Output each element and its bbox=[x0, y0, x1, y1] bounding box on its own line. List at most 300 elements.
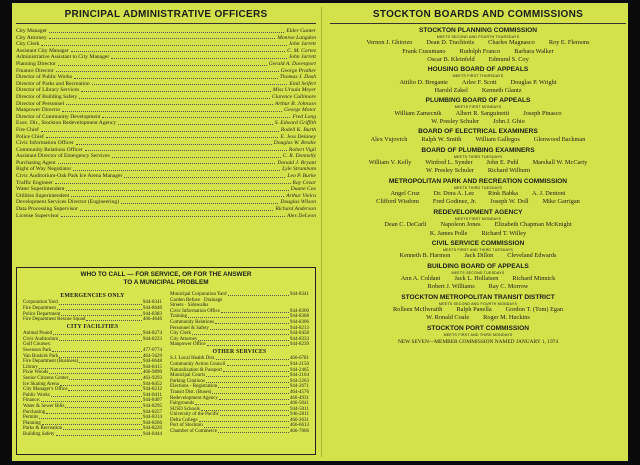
officer-title: Administrative Assistant to City Manager bbox=[16, 54, 110, 61]
member-row bbox=[330, 87, 626, 95]
board-title: PLUMBING BOARD OF APPEALS bbox=[425, 97, 531, 105]
entry-label: Manpower Office bbox=[170, 342, 206, 348]
entry-phone: 944-8220 bbox=[142, 426, 162, 432]
officer-title: Utilities Superintendent bbox=[16, 192, 70, 199]
entry-label: Parks & Recreation bbox=[23, 426, 63, 432]
entry-phone: 944-5011 bbox=[290, 406, 309, 412]
entry-label: Port of Stockton bbox=[170, 423, 203, 429]
board-title: BOARD OF ELECTRICAL EXAMINERS bbox=[418, 128, 538, 136]
entry-label: Civic Information Office bbox=[170, 308, 220, 314]
member-name: Dean C. DeCarli bbox=[384, 221, 427, 229]
entry-label: Community Relations bbox=[170, 319, 215, 325]
officer-name: George Prather bbox=[280, 67, 316, 74]
member-row bbox=[330, 283, 626, 291]
entry-label: Library bbox=[23, 364, 38, 370]
member-name: K. James Polle bbox=[429, 229, 468, 237]
entry-label: Building Safety bbox=[23, 431, 55, 437]
member-row bbox=[330, 275, 626, 283]
member-row bbox=[330, 221, 626, 229]
entry-label: Municipal Courts bbox=[170, 373, 206, 379]
officer-title: Data Processing Supervisor bbox=[16, 206, 78, 213]
member-name: Jack Dillon bbox=[464, 252, 494, 260]
dot-leader bbox=[71, 48, 285, 53]
officer-title: Development Services Director (Engineering) bbox=[16, 199, 119, 206]
dot-leader bbox=[42, 421, 142, 425]
dot-leader bbox=[215, 320, 289, 324]
dot-leader bbox=[61, 213, 285, 218]
dot-leader bbox=[46, 134, 279, 139]
member-row bbox=[330, 198, 626, 206]
officer-title: City Clerk bbox=[16, 41, 40, 48]
dot-leader bbox=[81, 87, 271, 92]
column-divider bbox=[321, 7, 322, 457]
entry-phone: 944-2263 bbox=[289, 378, 309, 384]
entry-phone: 466-9890 bbox=[142, 370, 162, 376]
member-name: A. J. Dentoni bbox=[531, 190, 566, 198]
dot-leader bbox=[124, 173, 285, 178]
officer-row bbox=[16, 127, 316, 134]
who-column-1 bbox=[23, 292, 162, 437]
officer-name: Gerald A. Davenport bbox=[268, 60, 316, 67]
entry-label: Transit Dist. (Buses) bbox=[170, 389, 212, 395]
entry-phone: 466-2631 bbox=[289, 417, 309, 423]
dot-leader bbox=[59, 300, 142, 304]
dot-leader bbox=[56, 432, 142, 436]
officer-title: Right of Way Negotiator bbox=[16, 166, 72, 173]
officer-title: Assistant City Manager bbox=[16, 47, 69, 54]
officer-row bbox=[16, 206, 316, 213]
entry-phone: 944-2104 bbox=[289, 373, 309, 379]
entry-label: Fairgrounds bbox=[170, 401, 195, 407]
entry-phone: 944-8212 bbox=[142, 387, 162, 393]
entry-phone: 463-9293 bbox=[142, 375, 162, 381]
member-name: Arlee F. Scott bbox=[461, 78, 497, 86]
member-name: William Gallegos bbox=[475, 136, 520, 144]
dot-leader bbox=[58, 160, 276, 165]
dot-leader bbox=[228, 292, 289, 296]
entry-phone: 944-8257 bbox=[142, 409, 162, 415]
officer-name: Leo P. Burke bbox=[287, 173, 316, 180]
entry-label: Van Buskirk Park bbox=[23, 353, 59, 359]
entry-phone: 944-8458 bbox=[289, 331, 309, 337]
entry-phone: 944-8314 bbox=[142, 415, 162, 421]
entry-phone: 944-8648 bbox=[142, 359, 162, 365]
dot-leader bbox=[61, 312, 141, 316]
dot-leader bbox=[59, 354, 142, 358]
dot-leader bbox=[60, 382, 142, 386]
officer-name: Miss Ursula Meyer bbox=[272, 87, 316, 94]
dot-leader bbox=[199, 418, 289, 422]
phone-entry bbox=[170, 342, 309, 348]
dot-leader bbox=[218, 384, 289, 388]
officer-name: Emil Seifert bbox=[289, 80, 316, 87]
member-name: Roy E. Flemons bbox=[548, 39, 590, 47]
dot-leader bbox=[219, 396, 289, 400]
dot-leader bbox=[68, 387, 141, 391]
entry-label: Swenson Park bbox=[23, 347, 52, 353]
officer-name: S. Edward Griffith bbox=[274, 120, 316, 127]
board-schedule: MEETS SECOND AND FOURTH MONDAYS bbox=[438, 301, 518, 306]
board-block bbox=[330, 178, 626, 207]
entry-label: Streets · Sidewalks bbox=[170, 303, 209, 309]
member-name: Frank Cusumano bbox=[402, 47, 446, 55]
board-title: BOARD OF PLUMBING EXAMINERS bbox=[421, 146, 535, 154]
dot-leader bbox=[51, 393, 142, 397]
member-name: Charles Magnasco bbox=[488, 39, 535, 47]
dot-leader bbox=[56, 68, 279, 73]
member-row bbox=[330, 79, 626, 87]
dot-leader bbox=[80, 206, 274, 211]
phone-entry bbox=[23, 317, 162, 323]
officer-title: Manpower Director bbox=[16, 107, 61, 114]
entry-label: Naturalization & Passport bbox=[170, 367, 222, 373]
member-name: Joseph Pinasco bbox=[523, 109, 562, 117]
entry-label: Redevelopment Agency bbox=[170, 395, 218, 401]
board-title: STOCKTON METROPOLITAN TRANSIT DISTRICT bbox=[401, 293, 555, 301]
member-name: Harold Zakel bbox=[434, 87, 468, 95]
member-row bbox=[330, 48, 626, 56]
officer-name: Ray Cezar bbox=[292, 179, 316, 186]
board-block bbox=[330, 294, 626, 323]
dot-leader bbox=[220, 412, 289, 416]
member-name: John J. Ghio bbox=[493, 118, 525, 126]
member-name: Vernon J. Ghiorzo bbox=[366, 39, 413, 47]
officer-row bbox=[16, 120, 316, 127]
entry-phone: 944-8646 bbox=[142, 306, 162, 311]
phone-entry bbox=[23, 432, 162, 438]
officer-row bbox=[16, 94, 316, 101]
entry-phone: 944-8306 bbox=[289, 319, 309, 325]
directory-page bbox=[12, 3, 628, 461]
entry-phone: 466-4646 bbox=[142, 317, 162, 323]
member-name: Ralph Panella bbox=[456, 305, 492, 313]
board-schedule: MEETS FIRST MONDAYS bbox=[454, 105, 502, 110]
officer-title: City Manager bbox=[16, 28, 47, 34]
officers-list bbox=[16, 28, 316, 219]
entry-phone: 944-8444 bbox=[142, 431, 162, 437]
officer-name: Donald J. Bryant bbox=[277, 159, 316, 166]
dot-leader bbox=[53, 331, 142, 335]
board-title: STOCKTON PORT COMMISSION bbox=[427, 324, 529, 332]
dot-leader bbox=[207, 342, 289, 346]
section-heading: CITY FACILITIES bbox=[66, 323, 119, 330]
entry-phone: 944-8383 bbox=[142, 311, 162, 317]
board-schedule: MEETS SECOND AND FOURTH THURSDAYS bbox=[436, 35, 520, 39]
board-block bbox=[330, 27, 626, 64]
board-block bbox=[330, 263, 626, 292]
member-name: Angel Cruz bbox=[390, 190, 420, 198]
entry-phone: 466-4931 bbox=[289, 395, 309, 401]
member-name: Glenwood Backman bbox=[533, 136, 586, 144]
member-row bbox=[330, 167, 626, 175]
dot-leader bbox=[192, 331, 289, 335]
dot-leader bbox=[223, 368, 289, 372]
officers-column bbox=[16, 9, 316, 219]
member-name: Richard Wilburn bbox=[487, 167, 530, 175]
officer-name: George Motor bbox=[284, 107, 316, 114]
dot-leader bbox=[49, 35, 276, 40]
dot-leader bbox=[39, 415, 142, 419]
member-row bbox=[330, 159, 626, 167]
member-row bbox=[330, 306, 626, 314]
entry-label: Planning bbox=[23, 420, 41, 426]
officer-title: Civic Information Officer bbox=[16, 140, 74, 147]
dot-leader bbox=[55, 180, 291, 185]
member-name: Joseph W. Doll bbox=[490, 198, 529, 206]
member-row bbox=[330, 110, 626, 118]
officer-name: Douglas Wilson bbox=[280, 199, 316, 206]
dot-leader bbox=[204, 423, 289, 427]
board-schedule: MEETS SECOND TUESDAYS bbox=[451, 270, 505, 275]
board-title: METROPOLITAN PARK AND RECREATION COMMISSION bbox=[388, 177, 568, 185]
entry-label: City Clerk bbox=[170, 331, 191, 337]
entry-phone: 944-8341 bbox=[289, 292, 309, 297]
board-title: REDEVELOPMENT AGENCY bbox=[433, 208, 523, 216]
entry-phone: 944-8213 bbox=[289, 325, 309, 331]
dot-leader bbox=[41, 41, 286, 46]
boards-list bbox=[330, 27, 626, 337]
boards-column bbox=[330, 9, 626, 345]
entry-label: Municipal Corporation Yard bbox=[170, 292, 227, 297]
officer-name: Richard Anderson bbox=[275, 206, 316, 213]
entry-phone: 946-2011 bbox=[290, 412, 309, 418]
entry-phone: 944-8341 bbox=[142, 300, 162, 306]
board-block bbox=[330, 147, 626, 176]
officer-row bbox=[16, 101, 316, 108]
officer-title: Civic Auditorium-Oak Park Ice Arena Manager bbox=[16, 173, 123, 180]
dot-leader bbox=[58, 61, 267, 66]
entry-label: Senior Citizens Center bbox=[23, 375, 69, 381]
entry-label: Garden Refuse · Drainage bbox=[170, 297, 223, 303]
officer-title: Director of Personnel bbox=[16, 100, 65, 107]
dot-leader bbox=[66, 101, 273, 106]
dot-leader bbox=[112, 153, 281, 158]
entry-phone: 466-6781 bbox=[289, 356, 309, 362]
member-name: Rudolph Franco bbox=[459, 47, 501, 55]
member-name: Kenneth B. Harmon bbox=[399, 252, 451, 260]
dot-leader bbox=[201, 407, 289, 411]
member-name: Richard Minnick bbox=[512, 274, 556, 282]
dot-leader bbox=[69, 376, 142, 380]
entry-phone: 466-6613 bbox=[289, 423, 309, 429]
entry-phone: 944-8295 bbox=[142, 403, 162, 409]
entry-label: Finance: bbox=[23, 398, 41, 404]
member-name: Douglas P. Wright bbox=[510, 78, 557, 86]
member-name: Elizabeth Chapman McKnight bbox=[494, 221, 572, 229]
officer-title: Director of Community Development bbox=[16, 113, 101, 120]
board-title: HOUSING BOARD OF APPEALS bbox=[427, 66, 529, 74]
entry-phone: 466-7066 bbox=[289, 429, 309, 435]
member-name: Roger M. Huckins bbox=[483, 314, 530, 322]
entry-phone: 944-8411 bbox=[143, 392, 162, 398]
officer-row bbox=[16, 213, 316, 220]
officer-row bbox=[16, 173, 316, 180]
board-title: BUILDING BOARD OF APPEALS bbox=[427, 262, 529, 270]
entry-label: City Attorney bbox=[170, 336, 198, 342]
officer-title: Traffic Engineer bbox=[16, 179, 53, 186]
officer-row bbox=[16, 35, 316, 42]
officer-name: John Jarrett bbox=[288, 41, 316, 48]
board-schedule: MEETS THIRD TUESDAYS bbox=[453, 154, 503, 159]
entry-label: City Manager's Office bbox=[23, 387, 68, 393]
dot-leader bbox=[195, 401, 289, 405]
member-row bbox=[330, 230, 626, 238]
dot-leader bbox=[210, 326, 289, 330]
officer-name: John Jarrett bbox=[288, 54, 316, 61]
member-row bbox=[330, 190, 626, 198]
entry-phone: 466-5041 bbox=[289, 401, 309, 407]
dot-leader bbox=[59, 337, 142, 341]
officer-row bbox=[16, 107, 316, 114]
dot-leader bbox=[41, 127, 279, 132]
officer-name: E. Jess Delaney bbox=[280, 133, 316, 140]
officer-name: C. M. Cortez bbox=[287, 47, 316, 54]
member-name: Richard T. Willey bbox=[481, 229, 527, 237]
dot-leader bbox=[118, 120, 273, 125]
dot-leader bbox=[218, 429, 289, 433]
board-schedule: MEETS THIRD TUESDAYS bbox=[453, 185, 503, 190]
board-schedule: MEETS FIRST MONDAYS bbox=[454, 216, 502, 221]
officer-title: Community Relations Officer bbox=[16, 146, 83, 153]
officer-name: Alex DeLeon bbox=[286, 212, 316, 219]
entry-phone: 477-0774 bbox=[142, 347, 162, 353]
member-name: Edmund S. Coy bbox=[488, 56, 529, 64]
entry-label: Civic Auditorium bbox=[23, 336, 59, 342]
dot-leader bbox=[206, 379, 289, 383]
dot-leader bbox=[65, 404, 141, 408]
officer-name: Clarence Cullimore bbox=[271, 93, 316, 100]
section-heading: EMERGENCIES ONLY bbox=[60, 293, 125, 299]
entry-phone: 944-8274 bbox=[142, 331, 162, 337]
entry-phone: 944-8239 bbox=[289, 342, 309, 348]
board-block bbox=[330, 325, 626, 337]
officer-title: Assistant Director of Emergency Services bbox=[16, 153, 110, 160]
entry-label: Purchasing bbox=[23, 409, 46, 415]
member-row bbox=[330, 136, 626, 144]
dot-leader bbox=[85, 147, 287, 152]
entry-label: Water & Sewer Bills bbox=[23, 403, 65, 409]
who-heading-line-2: TO A MUNICIPAL PROBLEM bbox=[123, 279, 209, 286]
member-name: Attilio D. Bregante bbox=[399, 78, 448, 86]
boards-heading: STOCKTON BOARDS AND COMMISSIONS bbox=[372, 9, 584, 20]
dot-leader bbox=[49, 28, 284, 33]
dot-leader bbox=[76, 140, 272, 145]
member-name: Gordon T. (Tom) Egan bbox=[505, 305, 564, 313]
member-row bbox=[330, 252, 626, 260]
dot-leader bbox=[52, 348, 141, 352]
entry-label: Pixie Woods bbox=[23, 370, 49, 376]
member-name: Barbara Walker bbox=[514, 47, 554, 55]
section-heading: OTHER SERVICES bbox=[212, 348, 267, 355]
who-columns bbox=[23, 292, 309, 437]
officer-row bbox=[16, 28, 316, 35]
dot-leader bbox=[74, 74, 278, 79]
officer-title: Director of Building Safety bbox=[16, 93, 78, 100]
officer-title: City Attorney bbox=[16, 34, 47, 41]
dot-leader bbox=[79, 94, 269, 99]
officer-name: Monroe Langdon bbox=[277, 34, 316, 41]
member-row bbox=[330, 39, 626, 47]
member-row bbox=[330, 118, 626, 126]
officer-title: Director of Library Services bbox=[16, 87, 80, 94]
entry-label: Parking Citations bbox=[170, 378, 205, 384]
member-name: Fred Godinez, Jr. bbox=[432, 198, 477, 206]
member-name: Rink Babka bbox=[488, 190, 518, 198]
dot-leader bbox=[212, 390, 288, 394]
member-name: Marshall W. McCarty bbox=[532, 159, 588, 167]
dot-leader bbox=[121, 199, 278, 204]
entry-label: S.J. Local Health Dist. bbox=[170, 356, 216, 362]
who-heading-line-1: WHO TO CALL — FOR SERVICE, OR FOR THE ANSWER bbox=[80, 271, 252, 278]
board-title: CIVIL SERVICE COMMISSION bbox=[431, 239, 525, 247]
officer-name: Duane Cox bbox=[290, 186, 316, 193]
dot-leader bbox=[221, 309, 289, 313]
member-name: Dean D. Trachiotis bbox=[426, 39, 475, 47]
member-name: William V. Kelly bbox=[368, 159, 412, 167]
member-name: Jack L. Hollatsen bbox=[454, 274, 499, 282]
member-name: Winfred L. Synder bbox=[425, 159, 473, 167]
footnote: NEW SEVEN—MEMBER COMMISSION NAMED JANUARY 1, 1974 bbox=[397, 338, 559, 345]
member-name: Ray C. Morrow bbox=[488, 283, 529, 291]
officers-heading: PRINCIPAL ADMINISTRATIVE OFFICERS bbox=[64, 9, 268, 20]
officer-row bbox=[16, 153, 316, 160]
dot-leader bbox=[79, 359, 142, 363]
dot-leader bbox=[206, 373, 289, 377]
member-name: Alex Vujovich bbox=[370, 136, 408, 144]
member-name: W. Presley Schuler bbox=[431, 118, 480, 126]
dot-leader bbox=[63, 426, 142, 430]
officer-title: Purchasing Agent bbox=[16, 159, 56, 166]
board-block bbox=[330, 240, 626, 261]
officer-row bbox=[16, 166, 316, 173]
officer-row bbox=[16, 180, 316, 187]
dot-leader bbox=[39, 365, 142, 369]
entry-label: Personnel & Safety bbox=[170, 325, 209, 331]
entry-phone: 944-8333 bbox=[289, 336, 309, 342]
member-name: John E. Puhl bbox=[486, 159, 519, 167]
entry-label: University of the Pacific bbox=[170, 412, 220, 418]
officer-name: Arthur B. Johnson bbox=[274, 100, 316, 107]
entry-phone: 944-2671 bbox=[289, 384, 309, 390]
officer-name: Lyle Strambom bbox=[282, 166, 316, 173]
entry-label: SUSD Schools bbox=[170, 406, 200, 412]
phone-entry bbox=[170, 429, 309, 435]
member-name: Mike Garrigan bbox=[542, 198, 580, 206]
officer-row bbox=[16, 87, 316, 94]
officer-row bbox=[16, 48, 316, 55]
who-to-call-heading bbox=[17, 271, 315, 287]
dot-leader bbox=[92, 81, 288, 86]
member-name: Robert J. Williams bbox=[427, 283, 475, 291]
officer-name: Robert Vigil bbox=[288, 146, 316, 153]
board-schedule: MEETS FIRST THURSDAYS bbox=[452, 74, 504, 79]
officer-title: Exec. Dir., Stockton Redevelopment Agency bbox=[16, 120, 117, 127]
dot-leader bbox=[216, 356, 289, 360]
dot-leader bbox=[102, 114, 290, 119]
member-name: Rolleen McIlwraith bbox=[392, 305, 443, 313]
entry-phone: 944-8308 bbox=[289, 314, 309, 320]
dot-leader bbox=[86, 317, 141, 321]
member-name: Kenneth Glantz bbox=[481, 87, 522, 95]
officer-row bbox=[16, 199, 316, 206]
dot-leader bbox=[41, 398, 142, 402]
entry-phone: 944-8266 bbox=[142, 420, 162, 426]
officer-title: Finance Director bbox=[16, 67, 54, 74]
heading-rule bbox=[330, 23, 626, 24]
officer-row bbox=[16, 74, 316, 81]
dot-leader bbox=[57, 306, 142, 310]
officer-title: Planning Director bbox=[16, 60, 56, 67]
